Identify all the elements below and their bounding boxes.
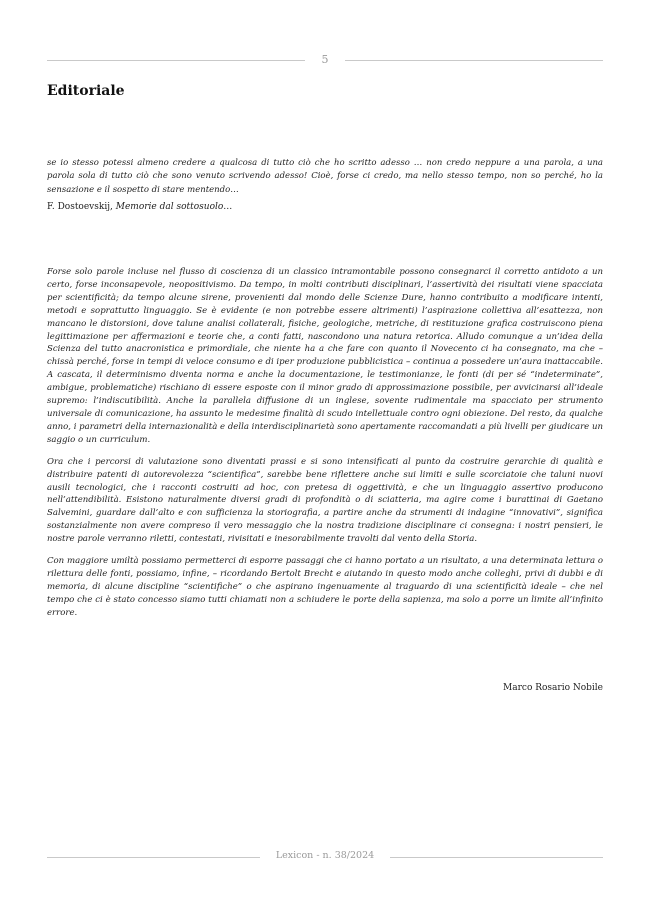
section-title: Editoriale bbox=[47, 83, 125, 99]
epigraph-work: Memorie dal sottosuolo… bbox=[115, 202, 233, 212]
footer-rule-right bbox=[390, 857, 603, 858]
footer-rule-left bbox=[47, 857, 260, 858]
header-rule-left bbox=[47, 60, 305, 61]
body-paragraph-2: Ora che i percorsi di valutazione sono diventati prassi e si sono intensificati al punto da costruire gerarchie di qualità e distribuire patenti di autorevolezza “scientifica”, sarebbe bene riflettere anche sui limiti e sulle scorciatoie che taluni nuovi ausili tecnologici, che i racconti costruiti ad hoc, con pretesa di oggettività, e che un linguaggio assertivo producono nell’attendibilità. Esistono naturalmente diversi gradi di profondità o di sciatteria, ma agire come i burattinai di Gaetano Salvemini, guardare dall’alto e con sufficienza la storiografia, a partire anche da strumenti di indagine “innovativi”, significa sostanzialmente non avere compreso il vero messaggio che la nostra tradizione disciplinare ci consegna: i nostri pensieri, le nostre parole verranno riletti, contestati, rivisitati e inesorabilmente travolti dal vento della Storia. bbox=[47, 456, 603, 545]
epigraph-author: F. Dostoevskij, bbox=[47, 202, 113, 212]
body-paragraph-3: Con maggiore umiltà possiamo permetterci di esporre passaggi che ci hanno portato a un risultato, a una determinata lettura o rilettura delle fonti, possiamo, infine, – ricordando Bertolt Brecht e aiutando in questo modo anche colleghi, privi di dubbi e di memoria, di alcune discipline “scientifiche” o che aspirano ingenuamente al traguardo di una scientificità ideale – che nel tempo che ci è stato concesso siamo tutti chiamati non a schiudere le porte della sapienza, ma solo a porre un limite all’infinito errore. bbox=[47, 556, 603, 618]
body-paragraph-1: Forse solo parole incluse nel flusso di coscienza di un classico intramontabile possono consegnarci il corretto antidoto a un certo, forse inconsapevole, neopositivismo. Da tempo, in molti contributi disciplinari, l’assertività dei risultati viene spacciata per scientificità; da tempo alcune sirene, provenienti dal mondo delle Scienze Dure, hanno contribuito a modificare intenti, metodi e soprattutto linguaggio. Se è evidente (e non potrebbe essere altrimenti) l’aspirazione collettiva all’esattezza, non mancano le distorsioni, dove talune analisi collaterali, fisiche, geologiche, metriche, di restituzione grafica costruiscono piena legittimazione per affermazioni e teorie che, a conti fatti, nascondono una natura retorica. Alludo comunque a un’idea della Scienza del tutto anacronistica e primordiale, che niente ha a che fare con quanto il Novecento ci ha consegnato, ma che – chissà perché, forse in tempi di veloce consumo e di iper produzione pubblicistica – continua a possedere un’aura inattaccabile. A cascata, il determinismo diventa norma e anche la documentazione, le testimonianze, le fonti (di per sé “indeterminate”, ambigue, problematiche) rischiano di essere esposte con il minor grado di approssimazione possibile, per avvicinarsi all’ideale supremo: l’indiscutibilità. Anche la parallela diffusione di un inglese, sovente rudimentale ma spacciato per strumento universale di comunicazione, ha assunto le medesime finalità di scudo intellettuale contro ogni obiezione. Del resto, da qualche anno, i parametri della internazionalità e della interdisciplinarietà sono apertamente raccomandati a più livelli per giudicare un saggio o un curriculum. bbox=[47, 267, 603, 445]
page-number: 5 bbox=[321, 53, 329, 66]
editorial-body bbox=[47, 266, 603, 629]
epigraph-source bbox=[47, 202, 603, 212]
header-rule-right bbox=[345, 60, 603, 61]
author-signature: Marco Rosario Nobile bbox=[503, 683, 603, 693]
footer-journal-issue: Lexicon - n. 38/2024 bbox=[275, 850, 375, 861]
epigraph-quote: se io stesso potessi almeno credere a qualcosa di tutto ciò che ho scritto adesso … non credo neppure a una parola, a una parola sola di tutto ciò che sono venuto scrivendo adesso! Cioè, forse ci credo, ma nello stesso tempo, non so perché, ho la sensazione e il sospetto di stare mentendo… bbox=[47, 158, 603, 195]
